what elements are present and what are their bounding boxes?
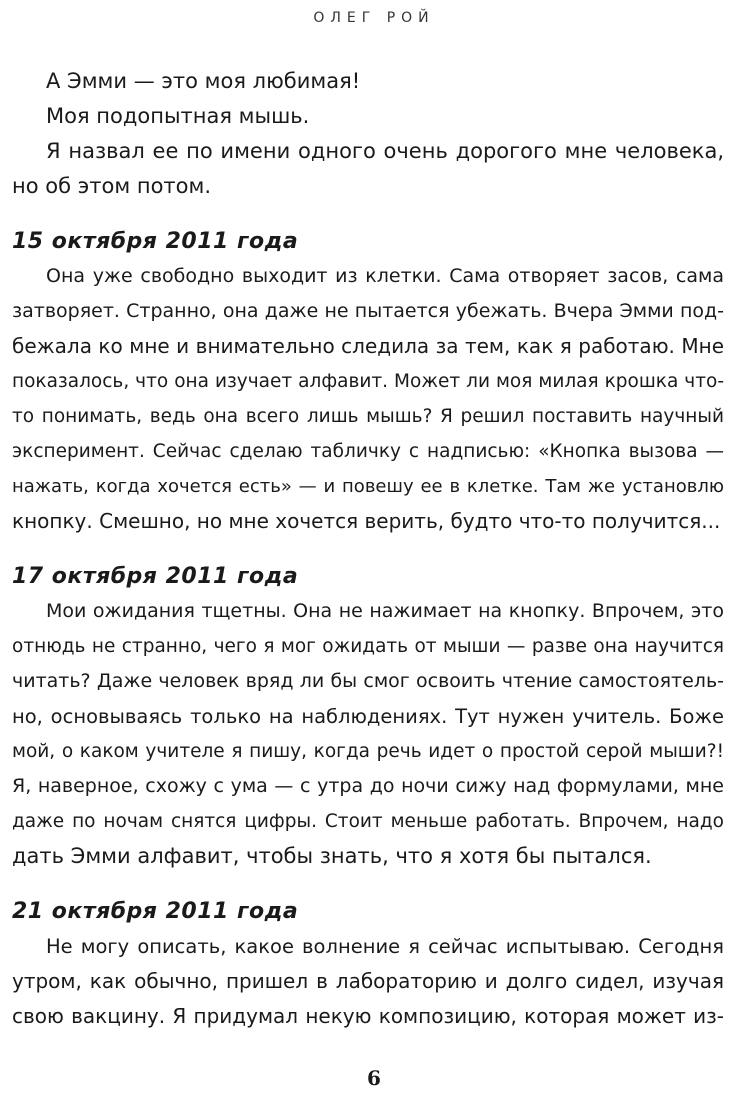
- text-line: даже по ночам снятся цифры. Стоит меньше работать. Впрочем, надо: [12, 811, 724, 832]
- text-line: Мои ожидания тщетны. Она не нажимает на кнопку. Впрочем, это: [46, 600, 724, 622]
- text-line: но об этом потом.: [12, 174, 212, 198]
- text-line: затворяет. Странно, она даже не пытается убежать. Вчера Эмми под-: [12, 300, 724, 322]
- text-line: бежала ко мне и внимательно следила за тем, как я работаю. Мне: [12, 334, 724, 358]
- body-text: [12, 64, 724, 1034]
- text-line: Я назвал ее по имени одного очень дорогого мне человека,: [46, 139, 724, 163]
- text-line: Она уже свободно выходит из клетки. Сама отворяет засов, сама: [46, 265, 724, 287]
- text-line: нажать, когда хочется есть» — и повешу ее в клетке. Там же установлю: [12, 476, 724, 497]
- text-line: читать? Даже человек вряд ли бы смог освоить чтение самостоятель-: [12, 670, 724, 692]
- text-line: мой, о каком учителе я пишу, когда речь идет о простой серой мыши?!: [12, 741, 724, 762]
- text-line: дать Эмми алфавит, чтобы знать, что я хотя бы пытался.: [12, 844, 652, 868]
- text-line: Я, наверное, схожу с ума — с утра до ночи сижу над формулами, мне: [12, 775, 724, 797]
- text-line: Не могу описать, какое волнение я сейчас испытываю. Сегодня: [46, 935, 724, 958]
- text-line: эксперимент. Сейчас сделаю табличку с надписью: «Кнопка вызова —: [12, 441, 724, 462]
- text-line: свою вакцину. Я придумал некую композицию, которая может из-: [12, 1004, 724, 1028]
- diary-date-heading: 21 октября 2011 года: [12, 899, 299, 924]
- text-line: то понимать, ведь она всего лишь мышь? Я решил поставить научный: [12, 406, 724, 427]
- text-line: утром, как обычно, пришел в лабораторию и долго сидел, изучая: [12, 969, 724, 993]
- text-line: но, основываясь только на наблюдениях. Тут нужен учитель. Боже: [12, 705, 724, 728]
- text-line: Моя подопытная мышь.: [46, 104, 310, 128]
- diary-date-heading: 17 октября 2011 года: [12, 564, 299, 589]
- running-head-author: ОЛЕГ РОЙ: [313, 10, 435, 26]
- diary-date-heading: 15 октября 2011 года: [12, 229, 299, 254]
- text-line: кнопку. Смешно, но мне хочется верить, будто что-то получится...: [12, 509, 721, 533]
- text-line: А Эмми — это моя любимая!: [46, 69, 361, 93]
- text-line: отнюдь не странно, чего я мог ожидать от мыши — разве она научится: [12, 636, 724, 657]
- text-line: показалось, что она изучает алфавит. Может ли моя милая крошка что-: [12, 371, 724, 392]
- page-number: 6: [367, 1066, 381, 1090]
